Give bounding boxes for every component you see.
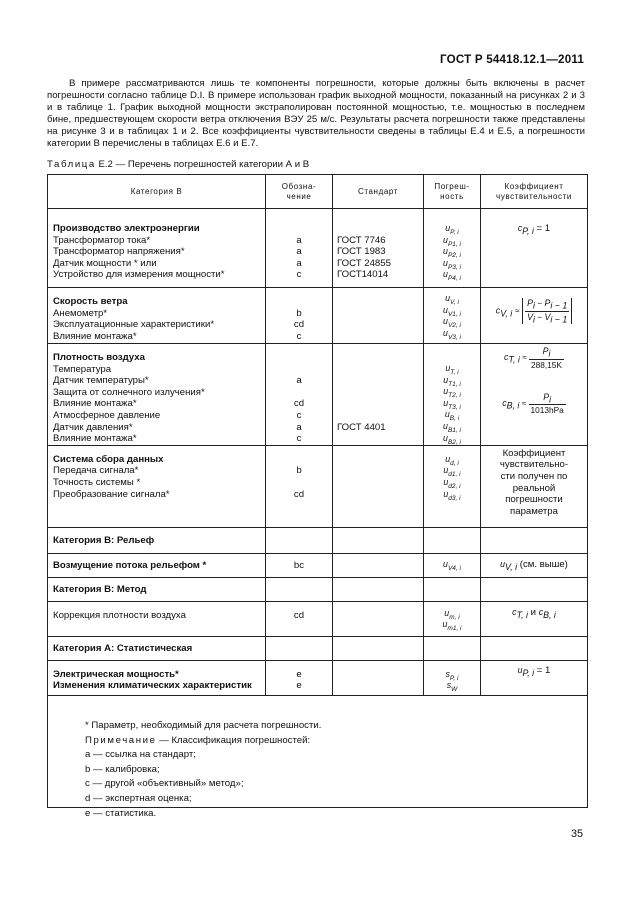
- table-row-power: Производство электроэнергии Трансформатор тока* Трансформатор напряжения* Датчик мощности * или Устройство для измерения мощности* a a a c ГОСТ 7746 ГОСТ 1983 ГОСТ 24855 ГОСТ14014 $u_{P, i}$ $u_{P1, i}$ $u_{P2, i}$ $u_{P3, i}$ $u_{P4, i}$ $c_{P, i} = 1$: [48, 209, 588, 288]
- table-row-wind: Скорость ветра Анемометр* Эксплуатационные характеристики* Влияние монтажа* b cd c $u_{V, i}$ $u_{V1, i}$ $u_{V2, i}$ $u_{V3, i}$ $c_{V, i}$ ≈ $\frac{P_i - P_{i - 1}}{V_i - V_{i - 1}}$: [48, 288, 588, 344]
- table-row-relief: Возмущение потока рельефом * bc $u_{V4, i}$ $u_{V, i}$ (см. выше): [48, 553, 588, 577]
- table-section-relief: Категория В: Рельеф: [48, 527, 588, 553]
- intro-paragraph: В примере рассматриваются лишь те компоненты погрешности, которые должны быть включены в расчет погрешности согласно таблице D.I. В примере использован график выходной мощности, показанный на рисунках 2 и 3 и в таблице 1. График выходной мощности экстраполирован постоянной мощностью, т.е. мощностью в последнем бине, предшествующем скорости ветра отключения ВЭУ 25 м/с. Результаты расчета погрешности также представлены на рисунке 3 и в таблицах 1 и 2. Все коэффициенты чувствительности сведены в таблицы Е.4 и Е.5, а погрешности категории В перечислены в таблицах Е.6 и Е.7.: [47, 78, 585, 150]
- pressure-coefficient-formula: $c_{B, i}$ ≈ $\frac{P_i}{\text{1013hPa}}$: [502, 391, 564, 416]
- page-number: 35: [570, 828, 583, 840]
- temperature-coefficient-formula: $c_{T, i}$ ≈ $\frac{P_i}{288,15K}$: [504, 346, 562, 370]
- table-section-method: Категория В: Метод: [48, 577, 588, 601]
- document-code: ГОСТ Р 54418.12.1—2011: [440, 53, 584, 66]
- table-footnote: * Параметр, необходимый для расчета погрешности. Примечание — Классификация погрешностей: а — ссылка на стандарт; b — калибровка; с — другой «объективный» метод»; d — экспертная оценка; е — статистика.: [85, 720, 322, 819]
- col-coefficient: Коэффициент чувствительности: [481, 175, 588, 209]
- col-error: Погреш- ность: [424, 175, 481, 209]
- table-row-statistical: Электрическая мощность* Изменения климатических характеристик e e $s_{P, i}$ $s_W$ $u_{P, i} = 1$: [48, 660, 588, 695]
- col-standard: Стандарт: [333, 175, 424, 209]
- wind-coefficient-formula: $c_{V, i}$ ≈ $\frac{P_i - P_{i - 1}}{V_i - V_{i - 1}}$: [481, 288, 588, 344]
- table-section-statistical: Категория А: Статистическая: [48, 636, 588, 660]
- table-caption: Таблица Е.2 — Перечень погрешностей категории А и В: [47, 159, 310, 170]
- table-header-row: [48, 175, 588, 209]
- error-table: [47, 174, 588, 808]
- table-row-daq: Система сбора данных Передача сигнала* Точность системы * Преобразование сигнала* b cd $u_{d, i}$ $u_{d1, i}$ $u_{d2, i}$ $u_{d3, i}$ Коэффициент чувствительно- сти получен по реальной погрешности параметра: [48, 445, 588, 527]
- col-category: Категория В: [48, 175, 266, 209]
- col-designation: Обозна- чение: [266, 175, 333, 209]
- table-row-method: Коррекция плотности воздуха cd $u_{m, i}$ $u_{m1, i}$ $c_{T, i}$ и $c_{B, i}$: [48, 601, 588, 636]
- table-row-density: Плотность воздуха Температура Датчик температуры* Защита от солнечного излучения* Влияние монтажа* Атмосферное давление Датчик давления* Влияние монтажа* a cd c a c ГОСТ 4401 $u_{T, i}$ $u_{T1, i}$ $u_{T2, i}$ $u_{T3, i}$ $u_{B, i}$ $u_{B1, i}$ $u_{B2, i}$ $c_{T, i}$ ≈ $\frac{P_i}{288,15K}$ $c_{B, i}$ ≈ $\frac{P_i}{\text{1013hPa}}$: [48, 344, 588, 446]
